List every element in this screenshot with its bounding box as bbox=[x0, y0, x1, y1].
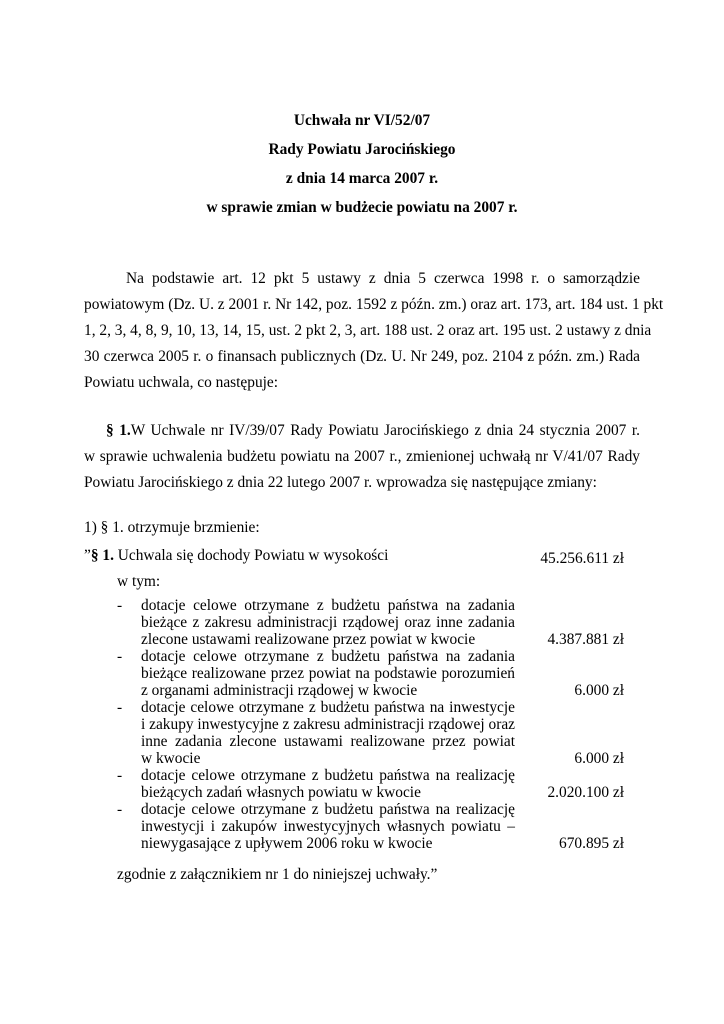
item-line: niewygasające z upływem 2006 roku w kwocie bbox=[141, 835, 433, 852]
quote-open: ” bbox=[84, 547, 91, 564]
list-dash: - bbox=[117, 699, 123, 716]
list-item bbox=[117, 767, 515, 801]
paragraph-marker: § 1. bbox=[90, 547, 114, 564]
preamble-line: Na podstawie art. 12 pkt 5 ustawy z dnia 5 czerwca 1998 r. o samorządzie bbox=[126, 270, 640, 287]
title-council: Rady Powiatu Jarocińskiego bbox=[268, 141, 456, 158]
list-item bbox=[117, 597, 515, 648]
amendment-point: 1) § 1. otrzymuje brzmienie: bbox=[84, 519, 260, 536]
list-item bbox=[117, 801, 515, 852]
list-dash: - bbox=[117, 767, 123, 784]
item-line: bieżące z zakresu administracji rządowej oraz inne zadania bbox=[141, 614, 515, 631]
list-dash: - bbox=[117, 648, 123, 665]
wtym-label: w tym: bbox=[117, 573, 161, 590]
item-amount: 6.000 zł bbox=[574, 750, 624, 767]
title-subject: w sprawie zmian w budżecie powiatu na 2007 r. bbox=[206, 199, 518, 216]
preamble-paragraph bbox=[84, 266, 664, 396]
preamble-line: 1, 2, 3, 4, 8, 9, 10, 13, 14, 15, ust. 2 pkt 2, 3, art. 188 ust. 2 oraz art. 195 ust. 2 ustawy z dnia bbox=[84, 322, 652, 339]
subsidies-list bbox=[117, 597, 515, 852]
item-amount: 4.387.881 zł bbox=[547, 631, 624, 648]
item-amount: 6.000 zł bbox=[574, 682, 624, 699]
closing-line: zgodnie z załącznikiem nr 1 do niniejszej uchwały.” bbox=[117, 866, 438, 883]
preamble-line: powiatowym (Dz. U. z 2001 r. Nr 142, poz. 1592 z późn. zm.) oraz art. 173, art. 184 ust. 1 pkt bbox=[84, 296, 664, 313]
item-line: dotacje celowe otrzymane z budżetu państwa na zadania bbox=[141, 648, 515, 665]
item-line: dotacje celowe otrzymane z budżetu państwa na realizację bbox=[141, 801, 515, 818]
list-dash: - bbox=[117, 801, 123, 818]
item-line: inne zadania zlecone ustawami realizowane przez powiat bbox=[141, 733, 515, 750]
item-line: dotacje celowe otrzymane z budżetu państwa na realizację bbox=[141, 767, 515, 784]
title-number: Uchwała nr VI/52/07 bbox=[293, 112, 431, 129]
title-date: z dnia 14 marca 2007 r. bbox=[285, 170, 439, 187]
section-1-line: w sprawie uchwalenia budżetu powiatu na 2007 r., zmienionej uchwałą nr V/41/07 Rady bbox=[84, 448, 640, 465]
amendment-paragraph-head bbox=[84, 545, 388, 567]
preamble-line: 30 czerwca 2005 r. o finansach publicznych (Dz. U. Nr 249, poz. 2104 z późn. zm.) Rada bbox=[84, 348, 640, 365]
section-1-line: W Uchwale nr IV/39/07 Rady Powiatu Jarocińskiego z dnia 24 stycznia 2007 r. bbox=[130, 422, 640, 439]
item-line: dotacje celowe otrzymane z budżetu państwa na inwestycje bbox=[141, 699, 515, 716]
item-line: zlecone ustawami realizowane przez powiat w kwocie bbox=[141, 631, 476, 648]
section-1-line: Powiatu Jarocińskiego z dnia 22 lutego 2007 r. wprowadza się następujące zmiany: bbox=[84, 474, 597, 491]
item-line: inwestycji i zakupów inwestycyjnych własnych powiatu – bbox=[141, 818, 515, 835]
section-1-paragraph bbox=[84, 418, 640, 496]
item-line: bieżących zadań własnych powiatu w kwocie bbox=[141, 784, 421, 801]
item-line: w kwocie bbox=[141, 750, 201, 767]
list-item bbox=[117, 699, 515, 767]
item-line: bieżące realizowane przez powiat na podstawie porozumień bbox=[141, 665, 515, 682]
list-item bbox=[117, 648, 515, 699]
total-amount: 45.256.611 zł bbox=[540, 550, 624, 567]
resolution-title bbox=[0, 106, 724, 222]
list-dash: - bbox=[117, 597, 123, 614]
item-line: i zakupy inwestycyjne z zakresu administracji rządowej oraz bbox=[141, 716, 515, 733]
item-amount: 670.895 zł bbox=[559, 835, 624, 852]
item-line: z organami administracji rządowej w kwocie bbox=[141, 682, 418, 699]
item-line: dotacje celowe otrzymane z budżetu państwa na zadania bbox=[141, 597, 515, 614]
paragraph-text: Uchwala się dochody Powiatu w wysokości bbox=[113, 547, 389, 564]
preamble-line: Powiatu uchwala, co następuje: bbox=[84, 374, 279, 391]
item-amount: 2.020.100 zł bbox=[547, 784, 624, 801]
section-1-marker: § 1. bbox=[106, 422, 131, 439]
